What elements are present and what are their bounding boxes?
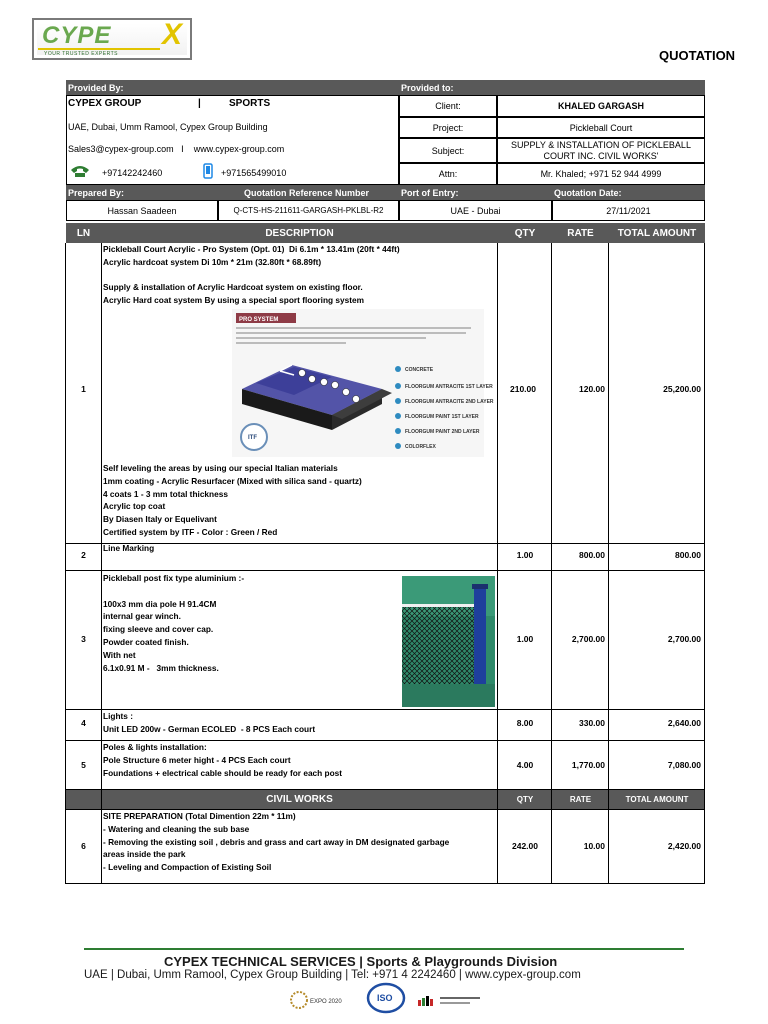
row-2-qty: 1.00 xyxy=(516,550,534,560)
iso-badge xyxy=(366,982,406,1014)
row-2-ln: 2 xyxy=(81,550,86,560)
emirates-logo xyxy=(418,992,488,1008)
attn-label: Attn: xyxy=(399,163,497,185)
grid-line xyxy=(65,883,705,884)
document-title: QUOTATION xyxy=(659,48,736,63)
company-address: UAE, Dubai, Umm Ramool, Cypex Group Building xyxy=(68,122,268,132)
row-1-ln: 1 xyxy=(81,384,86,394)
grid-line xyxy=(497,243,498,883)
grid-line xyxy=(101,243,102,883)
row-6-total: 2,420.00 xyxy=(667,841,701,851)
company-name: CYPEX GROUP xyxy=(68,98,142,109)
illus-layer-label: FLOORGUM PAINT 2ND LAYER xyxy=(405,429,480,435)
date-value: 27/11/2021 xyxy=(552,200,705,221)
attn-value: Mr. Khaled; +971 52 944 4999 xyxy=(497,163,705,185)
grid-line xyxy=(551,243,552,883)
company-logo xyxy=(32,18,192,60)
row-3-ln: 3 xyxy=(81,634,86,644)
row-4-ln: 4 xyxy=(81,718,86,728)
footer-title: CYPEX TECHNICAL SERVICES | Sports & Playgrounds Division xyxy=(164,954,558,969)
prepared-by-band: Prepared By: xyxy=(66,185,218,200)
row-1-description-top: Pickleball Court Acrylic - Pro System (Opt. 01) Di 6.1m * 13.41m (20ft * 44ft) Acrylic hardcoat system Di 10m * 21m (32.80ft * 68.89ft) Supply & installation of Acrylic Hardcoat system on existing floor. Acrylic Hard coat system By using a special sport flooring system xyxy=(103,244,400,306)
itf-badge-label: ITF xyxy=(248,435,257,441)
footer-divider xyxy=(84,948,684,950)
client-label: Client: xyxy=(399,95,497,117)
phone-icon xyxy=(70,164,90,178)
prepared-by-value: Hassan Saadeen xyxy=(66,200,218,221)
civil-ln-cell xyxy=(66,789,101,809)
illus-layer-label: FLOORGUM PAINT 1ST LAYER xyxy=(405,414,479,420)
net-post-photo xyxy=(402,576,495,707)
row-3-description: Pickleball post fix type aluminium :- 100x3 mm dia pole H 91.4CM internal gear winch. fixing sleeve and cover cap. Powder coated finish. With net 6.1x0.91 M - 3mm thickness. xyxy=(103,573,245,673)
company-phone: +97142242460 xyxy=(102,168,163,178)
row-2-description: Line Marking xyxy=(103,543,155,553)
row-4-total: 2,640.00 xyxy=(667,718,701,728)
logo-brand: CYPE xyxy=(42,22,112,49)
row-4-qty: 8.00 xyxy=(516,718,534,728)
ref-value: Q-CTS-HS-211611-GARGASH-PKLBL-R2 xyxy=(218,200,399,221)
project-label: Project: xyxy=(399,117,497,138)
col-description-header: DESCRIPTION xyxy=(101,223,498,243)
date-band: Quotation Date: xyxy=(552,185,705,200)
grid-line xyxy=(704,243,705,883)
iso-badge-label: ISO xyxy=(377,993,393,1003)
row-1-rate: 120.00 xyxy=(579,384,605,394)
row-6-ln: 6 xyxy=(81,841,86,851)
row-1-qty: 210.00 xyxy=(510,384,536,394)
row-5-qty: 4.00 xyxy=(516,760,534,770)
grid-line xyxy=(65,243,66,883)
row-1-description-bottom: Self leveling the areas by using our special Italian materials 1mm coating - Acrylic Resurfacer (Mixed with silica sand - quartz) 4 coats 1 - 3 mm total thickness Acrylic top coat By Diasen Italy or Equelivant Certified system by ITF - Color : Green / Red xyxy=(103,463,362,537)
pro-system-illustration xyxy=(232,309,494,457)
row-5-rate: 1,770.00 xyxy=(571,760,605,770)
subject-label: Subject: xyxy=(399,138,497,163)
row-2-rate: 800.00 xyxy=(579,550,605,560)
row-4-rate: 330.00 xyxy=(579,718,605,728)
row-5-ln: 5 xyxy=(81,760,86,770)
logo-tagline: YOUR TRUSTED EXPERTS xyxy=(44,51,118,57)
civil-works-title: CIVIL WORKS xyxy=(101,789,498,809)
mobile-icon xyxy=(203,163,213,179)
client-value: KHALED GARGASH xyxy=(497,95,705,117)
port-value: UAE - Dubai xyxy=(399,200,552,221)
header-separator: | xyxy=(198,98,201,109)
row-5-description: Poles & lights installation: Pole Structure 6 meter hight - 4 PCS Each court Foundations + electrical cable should be ready for each post xyxy=(103,742,343,778)
civil-qty-header: QTY xyxy=(498,789,552,809)
row-3-qty: 1.00 xyxy=(516,634,534,644)
company-mobile: +971565499010 xyxy=(221,168,287,178)
col-ln-header: LN xyxy=(66,223,101,243)
col-total-header: TOTAL AMOUNT xyxy=(609,223,705,243)
port-band: Port of Entry: xyxy=(399,185,552,200)
illus-header-label: PRO SYSTEM xyxy=(239,317,279,323)
row-4-description: Lights : Unit LED 200w - German ECOLED - 8 PCS Each court xyxy=(103,711,316,734)
project-value: Pickleball Court xyxy=(497,117,705,138)
col-qty-header: QTY xyxy=(498,223,552,243)
logo-brand-x: X xyxy=(161,18,182,51)
provided-by-band: Provided By: xyxy=(66,80,399,95)
illus-layer-label: FLOORGUM ANTRACITE 1ST LAYER xyxy=(405,384,493,390)
grid-line xyxy=(65,789,705,790)
illus-layer-label: COLORFLEX xyxy=(405,444,436,450)
footer-address: UAE | Dubai, Umm Ramool, Cypex Group Building | Tel: +971 4 2242460 | www.cypex-group.com xyxy=(84,969,581,981)
grid-line xyxy=(65,543,705,544)
row-6-rate: 10.00 xyxy=(583,841,605,851)
grid-line xyxy=(608,243,609,883)
row-5-total: 7,080.00 xyxy=(667,760,701,770)
provided-to-band: Provided to: xyxy=(399,80,705,95)
row-1-total: 25,200.00 xyxy=(663,384,701,394)
col-rate-header: RATE xyxy=(552,223,609,243)
row-2-total: 800.00 xyxy=(675,550,701,560)
row-3-rate: 2,700.00 xyxy=(571,634,605,644)
company-email-web: Sales3@cypex-group.com I www.cypex-group.com xyxy=(68,144,285,154)
expo-logo xyxy=(290,990,360,1010)
row-6-qty: 242.00 xyxy=(512,841,538,851)
ref-band: Quotation Reference Number xyxy=(218,185,399,200)
civil-total-header: TOTAL AMOUNT xyxy=(609,789,705,809)
row-3-total: 2,700.00 xyxy=(667,634,701,644)
company-division: SPORTS xyxy=(229,98,271,109)
civil-rate-header: RATE xyxy=(552,789,609,809)
grid-line xyxy=(65,570,705,571)
subject-value: SUPPLY & INSTALLATION OF PICKLEBALL COURT INC. CIVIL WORKS' xyxy=(497,138,705,163)
expo-logo-label: EXPO 2020 xyxy=(310,999,342,1005)
row-6-description: SITE PREPARATION (Total Dimention 22m * 11m) - Watering and cleaning the sub base - Removing the existing soil , debris and grass and cart away in DM designated garbage areas inside the park - Leveling and Compaction of Existing Soil xyxy=(103,811,450,873)
illus-layer-label: FLOORGUM ANTRACITE 2ND LAYER xyxy=(405,399,494,405)
illus-layer-label: CONCRETE xyxy=(405,367,434,373)
